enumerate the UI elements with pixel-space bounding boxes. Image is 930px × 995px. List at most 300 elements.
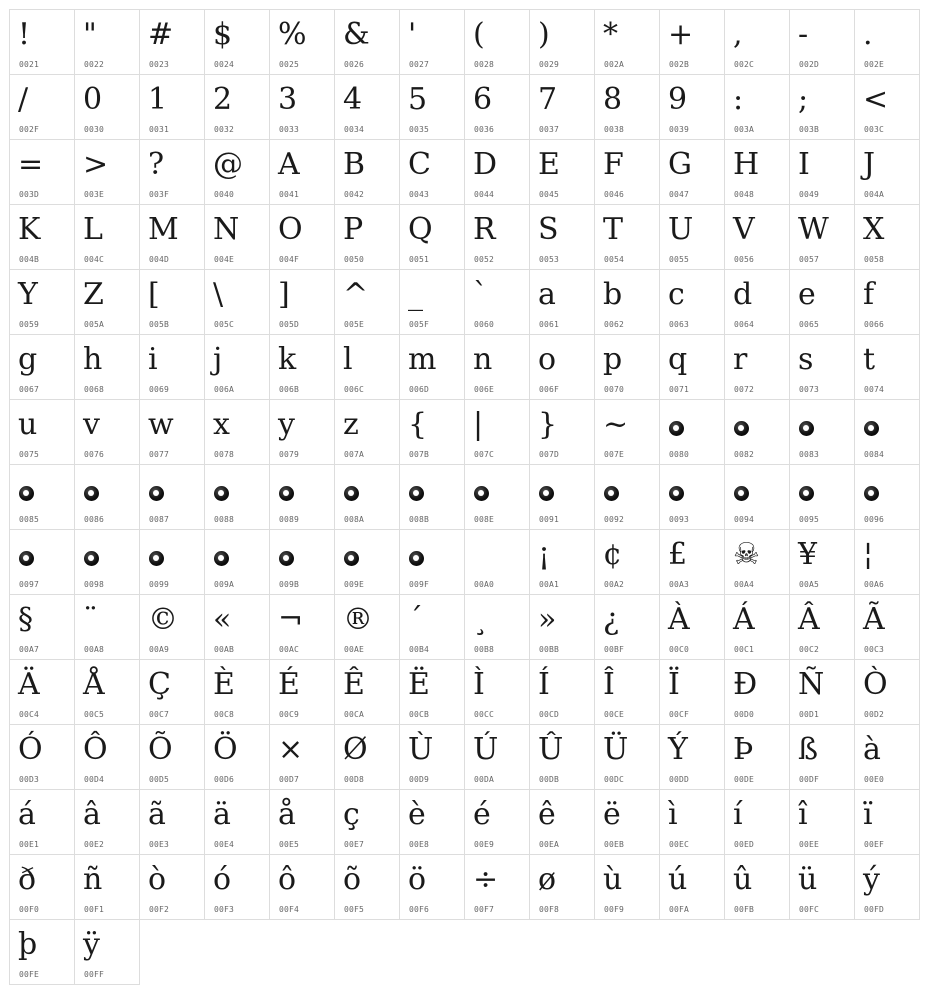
glyph-cell[interactable]	[400, 205, 465, 270]
glyph-cell[interactable]	[270, 660, 335, 725]
glyph-cell[interactable]	[790, 140, 855, 205]
glyph-cell[interactable]	[270, 205, 335, 270]
glyph-cell[interactable]	[465, 270, 530, 335]
glyph-cell[interactable]	[595, 790, 660, 855]
glyph-cell[interactable]	[855, 205, 920, 270]
glyph-cell[interactable]	[595, 855, 660, 920]
glyph-codepoint: 0063	[669, 320, 690, 329]
glyph-cell[interactable]	[855, 465, 920, 530]
glyph-cell[interactable]	[595, 400, 660, 465]
glyph-cell[interactable]	[270, 855, 335, 920]
glyph-cell[interactable]	[205, 10, 270, 75]
glyph-cell[interactable]	[10, 790, 75, 855]
glyph-cell[interactable]	[660, 530, 725, 595]
glyph-cell[interactable]	[530, 465, 595, 530]
glyph-cell[interactable]	[10, 140, 75, 205]
glyph-cell[interactable]	[465, 660, 530, 725]
glyph-cell[interactable]	[335, 855, 400, 920]
glyph-cell[interactable]	[400, 140, 465, 205]
glyph-cell[interactable]	[855, 660, 920, 725]
glyph-preview: Ï	[668, 667, 680, 702]
glyph-cell[interactable]	[595, 10, 660, 75]
glyph-codepoint: 0085	[19, 515, 40, 524]
glyph-cell[interactable]	[205, 595, 270, 660]
glyph-cell[interactable]	[400, 75, 465, 140]
glyph-preview: '	[408, 17, 417, 52]
glyph-codepoint: 0064	[734, 320, 755, 329]
glyph-codepoint: 00F1	[84, 905, 105, 914]
glyph-cell[interactable]	[530, 790, 595, 855]
glyph-cell[interactable]	[75, 75, 140, 140]
glyph-cell[interactable]	[530, 660, 595, 725]
glyph-preview: å	[278, 797, 296, 832]
glyph-cell[interactable]	[335, 530, 400, 595]
glyph-cell[interactable]	[595, 465, 660, 530]
glyph-cell[interactable]	[725, 660, 790, 725]
glyph-cell[interactable]	[335, 140, 400, 205]
glyph-cell[interactable]	[140, 270, 205, 335]
glyph-cell[interactable]	[140, 400, 205, 465]
glyph-cell[interactable]	[595, 660, 660, 725]
glyph-codepoint: 006C	[344, 385, 365, 394]
glyph-preview: Y	[18, 277, 38, 312]
glyph-codepoint: 0070	[604, 385, 625, 394]
glyph-cell[interactable]	[75, 205, 140, 270]
glyph-cell[interactable]	[660, 140, 725, 205]
glyph-cell[interactable]	[75, 790, 140, 855]
eight-ball-icon	[734, 486, 749, 501]
glyph-cell[interactable]	[10, 920, 75, 985]
glyph-cell[interactable]	[270, 530, 335, 595]
glyph-preview: È	[213, 667, 235, 702]
glyph-cell[interactable]	[465, 790, 530, 855]
glyph-cell[interactable]	[465, 140, 530, 205]
glyph-cell[interactable]	[75, 335, 140, 400]
glyph-cell[interactable]	[10, 465, 75, 530]
glyph-cell[interactable]	[725, 465, 790, 530]
glyph-cell[interactable]	[660, 660, 725, 725]
glyph-cell[interactable]	[855, 335, 920, 400]
glyph-preview: z	[343, 407, 359, 442]
glyph-preview: Á	[733, 602, 755, 637]
glyph-cell[interactable]	[205, 855, 270, 920]
glyph-cell[interactable]	[530, 595, 595, 660]
glyph-cell[interactable]	[855, 75, 920, 140]
glyph-preview: é	[473, 797, 491, 832]
glyph-cell[interactable]	[855, 855, 920, 920]
glyph-cell[interactable]	[140, 10, 205, 75]
glyph-cell[interactable]	[595, 270, 660, 335]
glyph-cell[interactable]	[140, 855, 205, 920]
glyph-cell[interactable]	[855, 140, 920, 205]
glyph-preview: 2	[213, 82, 233, 117]
glyph-cell[interactable]	[660, 400, 725, 465]
glyph-cell[interactable]	[790, 10, 855, 75]
glyph-cell[interactable]	[400, 660, 465, 725]
glyph-cell[interactable]	[725, 140, 790, 205]
glyph-cell[interactable]	[75, 855, 140, 920]
glyph-cell[interactable]	[530, 725, 595, 790]
glyph-preview: Â	[798, 602, 820, 637]
glyph-preview: i	[148, 342, 158, 377]
glyph-preview: î	[798, 797, 808, 832]
glyph-codepoint: 0051	[409, 255, 430, 264]
glyph-cell[interactable]	[465, 205, 530, 270]
glyph-codepoint: 00C4	[19, 710, 40, 719]
glyph-codepoint: 0066	[864, 320, 885, 329]
glyph-preview: m	[408, 342, 437, 377]
glyph-codepoint: 006B	[279, 385, 300, 394]
glyph-cell[interactable]	[595, 530, 660, 595]
glyph-cell[interactable]	[465, 400, 530, 465]
glyph-preview: 3	[278, 82, 298, 117]
glyph-cell[interactable]	[140, 140, 205, 205]
glyph-cell[interactable]	[790, 335, 855, 400]
glyph-codepoint: 0040	[214, 190, 235, 199]
glyph-cell[interactable]	[530, 400, 595, 465]
eight-ball-icon	[279, 551, 294, 566]
glyph-codepoint: 0032	[214, 125, 235, 134]
glyph-codepoint: 00B4	[409, 645, 430, 654]
glyph-codepoint: 00FC	[799, 905, 820, 914]
glyph-codepoint: 008B	[409, 515, 430, 524]
glyph-cell[interactable]	[140, 465, 205, 530]
glyph-cell[interactable]	[660, 725, 725, 790]
glyph-codepoint: 0025	[279, 60, 300, 69]
glyph-preview: =	[18, 147, 44, 182]
glyph-cell[interactable]	[205, 790, 270, 855]
glyph-preview: ¢	[603, 537, 623, 572]
glyph-codepoint: 0041	[279, 190, 300, 199]
glyph-cell[interactable]	[270, 140, 335, 205]
glyph-cell[interactable]	[10, 270, 75, 335]
glyph-cell[interactable]	[335, 725, 400, 790]
glyph-cell[interactable]	[790, 400, 855, 465]
glyph-codepoint: 005B	[149, 320, 170, 329]
glyph-cell[interactable]	[75, 660, 140, 725]
glyph-codepoint: 008E	[474, 515, 495, 524]
glyph-cell[interactable]	[205, 140, 270, 205]
glyph-cell[interactable]	[725, 75, 790, 140]
eight-ball-icon	[84, 551, 99, 566]
glyph-preview: à	[863, 732, 881, 767]
glyph-codepoint: 00F3	[214, 905, 235, 914]
glyph-codepoint: 0038	[604, 125, 625, 134]
glyph-cell[interactable]	[790, 530, 855, 595]
glyph-cell[interactable]	[790, 465, 855, 530]
glyph-cell[interactable]	[335, 10, 400, 75]
glyph-cell[interactable]	[400, 270, 465, 335]
glyph-cell[interactable]	[75, 595, 140, 660]
glyph-codepoint: 0096	[864, 515, 885, 524]
glyph-preview: *	[603, 17, 618, 52]
eight-ball-icon	[669, 421, 684, 436]
glyph-cell[interactable]	[75, 465, 140, 530]
glyph-codepoint: 00F2	[149, 905, 170, 914]
glyph-cell[interactable]	[790, 270, 855, 335]
glyph-cell[interactable]	[140, 530, 205, 595]
glyph-codepoint: 0089	[279, 515, 300, 524]
glyph-preview: ý	[863, 862, 880, 897]
glyph-codepoint: 0061	[539, 320, 560, 329]
glyph-cell[interactable]	[140, 595, 205, 660]
glyph-cell[interactable]	[400, 400, 465, 465]
glyph-cell[interactable]	[75, 10, 140, 75]
glyph-preview: ¥	[798, 537, 818, 572]
glyph-cell[interactable]	[335, 75, 400, 140]
glyph-cell[interactable]	[270, 400, 335, 465]
glyph-cell[interactable]	[205, 205, 270, 270]
glyph-cell[interactable]	[595, 595, 660, 660]
glyph-preview: Þ	[733, 732, 754, 767]
glyph-cell[interactable]	[465, 530, 530, 595]
glyph-cell[interactable]	[335, 335, 400, 400]
eight-ball-icon	[734, 421, 749, 436]
glyph-cell[interactable]	[530, 10, 595, 75]
glyph-cell[interactable]	[400, 790, 465, 855]
glyph-cell[interactable]	[205, 335, 270, 400]
glyph-cell[interactable]	[660, 595, 725, 660]
glyph-cell[interactable]	[725, 855, 790, 920]
glyph-cell[interactable]	[270, 335, 335, 400]
glyph-preview: Û	[538, 732, 564, 767]
glyph-cell[interactable]	[205, 400, 270, 465]
glyph-codepoint: 00A2	[604, 580, 625, 589]
glyph-preview: j	[213, 342, 223, 377]
glyph-cell[interactable]	[595, 75, 660, 140]
glyph-cell[interactable]	[790, 205, 855, 270]
glyph-cell[interactable]	[10, 725, 75, 790]
glyph-preview: »	[538, 602, 557, 637]
eight-ball-icon	[344, 486, 359, 501]
glyph-cell[interactable]	[140, 205, 205, 270]
glyph-cell[interactable]	[335, 400, 400, 465]
glyph-preview: Ù	[408, 732, 434, 767]
glyph-cell[interactable]	[725, 205, 790, 270]
glyph-cell[interactable]	[465, 10, 530, 75]
glyph-cell[interactable]	[10, 530, 75, 595]
glyph-codepoint: 00FB	[734, 905, 755, 914]
glyph-codepoint: 0037	[539, 125, 560, 134]
glyph-cell[interactable]	[530, 75, 595, 140]
glyph-codepoint: 00F7	[474, 905, 495, 914]
glyph-cell[interactable]	[400, 725, 465, 790]
glyph-cell[interactable]	[595, 140, 660, 205]
glyph-cell[interactable]	[660, 855, 725, 920]
glyph-preview: Ð	[733, 667, 758, 702]
glyph-cell[interactable]	[270, 595, 335, 660]
glyph-cell[interactable]	[75, 400, 140, 465]
glyph-cell[interactable]	[660, 335, 725, 400]
glyph-cell[interactable]	[205, 725, 270, 790]
glyph-cell[interactable]	[725, 270, 790, 335]
glyph-cell[interactable]	[660, 790, 725, 855]
glyph-codepoint: 0039	[669, 125, 690, 134]
glyph-cell[interactable]	[335, 660, 400, 725]
glyph-cell[interactable]	[335, 595, 400, 660]
glyph-codepoint: 009A	[214, 580, 235, 589]
glyph-cell[interactable]	[205, 270, 270, 335]
glyph-codepoint: 00DA	[474, 775, 495, 784]
glyph-cell[interactable]	[660, 270, 725, 335]
glyph-cell[interactable]	[790, 790, 855, 855]
glyph-cell[interactable]	[790, 855, 855, 920]
glyph-cell[interactable]	[855, 790, 920, 855]
glyph-cell[interactable]	[10, 595, 75, 660]
glyph-cell[interactable]	[725, 725, 790, 790]
glyph-cell[interactable]	[595, 725, 660, 790]
glyph-cell[interactable]	[790, 75, 855, 140]
glyph-cell[interactable]	[400, 335, 465, 400]
glyph-preview: K	[18, 212, 41, 247]
glyph-cell[interactable]	[140, 790, 205, 855]
glyph-cell[interactable]	[660, 205, 725, 270]
glyph-cell[interactable]	[270, 10, 335, 75]
glyph-cell[interactable]	[205, 465, 270, 530]
glyph-cell[interactable]	[140, 335, 205, 400]
glyph-codepoint: 0071	[669, 385, 690, 394]
glyph-preview: t	[863, 342, 876, 377]
glyph-cell[interactable]	[400, 10, 465, 75]
glyph-cell[interactable]	[725, 790, 790, 855]
glyph-cell[interactable]	[400, 595, 465, 660]
glyph-cell[interactable]	[75, 725, 140, 790]
glyph-codepoint: 004E	[214, 255, 235, 264]
glyph-codepoint: 00D5	[149, 775, 170, 784]
glyph-preview: b	[603, 277, 623, 312]
glyph-cell[interactable]	[725, 595, 790, 660]
glyph-preview: >	[83, 147, 109, 182]
glyph-cell[interactable]	[530, 530, 595, 595]
glyph-cell[interactable]	[465, 335, 530, 400]
glyph-preview: A	[278, 147, 300, 182]
glyph-codepoint: 00AB	[214, 645, 235, 654]
glyph-cell[interactable]	[205, 660, 270, 725]
glyph-cell[interactable]	[530, 205, 595, 270]
glyph-cell[interactable]	[660, 10, 725, 75]
glyph-codepoint: 009B	[279, 580, 300, 589]
glyph-cell[interactable]	[140, 75, 205, 140]
glyph-codepoint: 00ED	[734, 840, 755, 849]
glyph-cell[interactable]	[205, 75, 270, 140]
glyph-codepoint: 004F	[279, 255, 300, 264]
glyph-cell[interactable]	[270, 725, 335, 790]
glyph-cell[interactable]	[530, 335, 595, 400]
glyph-cell[interactable]	[335, 790, 400, 855]
glyph-cell[interactable]	[530, 855, 595, 920]
glyph-preview: ^	[343, 277, 369, 312]
glyph-cell[interactable]	[465, 465, 530, 530]
glyph-cell[interactable]	[855, 10, 920, 75]
glyph-cell[interactable]	[725, 10, 790, 75]
glyph-codepoint: 00E9	[474, 840, 495, 849]
glyph-preview: ï	[863, 797, 873, 832]
glyph-preview: Ò	[863, 667, 888, 702]
glyph-cell[interactable]	[140, 725, 205, 790]
glyph-codepoint: 0072	[734, 385, 755, 394]
glyph-cell[interactable]	[660, 75, 725, 140]
glyph-cell[interactable]	[270, 75, 335, 140]
glyph-cell[interactable]	[10, 75, 75, 140]
glyph-cell[interactable]	[790, 725, 855, 790]
glyph-cell[interactable]	[270, 270, 335, 335]
glyph-preview: 8	[603, 82, 623, 117]
glyph-cell[interactable]	[855, 400, 920, 465]
glyph-preview: û	[733, 862, 753, 897]
glyph-cell[interactable]	[335, 205, 400, 270]
glyph-cell[interactable]	[335, 270, 400, 335]
glyph-cell[interactable]	[725, 335, 790, 400]
glyph-cell[interactable]	[75, 140, 140, 205]
glyph-cell[interactable]	[595, 205, 660, 270]
glyph-preview: \	[213, 277, 224, 312]
glyph-cell[interactable]	[75, 270, 140, 335]
glyph-cell[interactable]	[790, 595, 855, 660]
glyph-preview: ò	[148, 862, 167, 897]
glyph-cell[interactable]	[465, 595, 530, 660]
glyph-preview: ö	[408, 862, 427, 897]
glyph-cell[interactable]	[75, 530, 140, 595]
glyph-codepoint: 0054	[604, 255, 625, 264]
glyph-cell[interactable]	[465, 75, 530, 140]
glyph-cell[interactable]	[855, 530, 920, 595]
glyph-codepoint: 00A0	[474, 580, 495, 589]
glyph-cell[interactable]	[530, 270, 595, 335]
glyph-cell[interactable]	[855, 270, 920, 335]
glyph-codepoint: 00A1	[539, 580, 560, 589]
glyph-codepoint: 00EB	[604, 840, 625, 849]
glyph-codepoint: 00FF	[84, 970, 105, 979]
glyph-cell[interactable]	[400, 855, 465, 920]
glyph-cell[interactable]	[400, 465, 465, 530]
glyph-cell[interactable]	[855, 725, 920, 790]
glyph-cell[interactable]	[10, 10, 75, 75]
glyph-preview: I	[798, 147, 810, 182]
glyph-cell[interactable]	[10, 335, 75, 400]
glyph-cell[interactable]	[75, 920, 140, 985]
glyph-cell[interactable]	[335, 465, 400, 530]
glyph-codepoint: 0044	[474, 190, 495, 199]
glyph-cell[interactable]	[725, 530, 790, 595]
glyph-cell[interactable]	[10, 660, 75, 725]
glyph-codepoint: 0046	[604, 190, 625, 199]
glyph-cell[interactable]	[10, 205, 75, 270]
glyph-codepoint: 0078	[214, 450, 235, 459]
glyph-cell[interactable]	[10, 855, 75, 920]
glyph-cell[interactable]	[660, 465, 725, 530]
glyph-codepoint: 006A	[214, 385, 235, 394]
glyph-cell[interactable]	[270, 790, 335, 855]
glyph-cell[interactable]	[270, 465, 335, 530]
glyph-preview: D	[473, 147, 498, 182]
glyph-preview: -	[798, 17, 809, 52]
glyph-cell[interactable]	[205, 530, 270, 595]
glyph-cell[interactable]	[790, 660, 855, 725]
glyph-cell[interactable]	[725, 400, 790, 465]
glyph-cell[interactable]	[465, 855, 530, 920]
glyph-cell[interactable]	[465, 725, 530, 790]
glyph-preview: d	[733, 277, 753, 312]
glyph-cell[interactable]	[855, 595, 920, 660]
glyph-cell[interactable]	[400, 530, 465, 595]
glyph-preview: e	[798, 277, 816, 312]
glyph-cell[interactable]	[140, 660, 205, 725]
glyph-codepoint: 005F	[409, 320, 430, 329]
glyph-cell[interactable]	[595, 335, 660, 400]
glyph-codepoint: 00A5	[799, 580, 820, 589]
glyph-cell[interactable]	[10, 400, 75, 465]
glyph-cell[interactable]	[530, 140, 595, 205]
